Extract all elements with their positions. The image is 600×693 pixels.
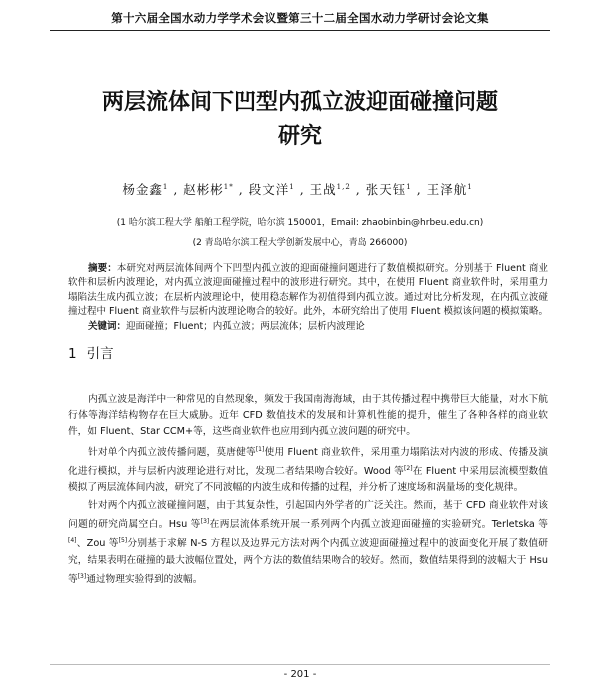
keywords-line xyxy=(68,320,548,334)
text-run: 在两层流体系统开展一系列两个内孤立波迎面碰撞的实验研究。Terletska 等 xyxy=(209,519,548,531)
abstract-text: 本研究对两层流体间两个下凹型内孤立波的迎面碰撞问题进行了数值模拟研究。分别基于 Fluent 商业软件和层析内波理论，对内孤立波迎面碰撞过程中的波形进行研究。其中，在使用 Fluent 商业软件时，采用重力塌陷法生成内孤立波；在层析内波理论中，使用稳态解作为初值得到内孤立波。通过对比分析发现，在内孤立波碰撞过程中 Fluent 商业软件与层析内波理论吻合的较好。此外，本研究给出了使用 Fluent 模拟该问题的模拟策略。 xyxy=(68,263,549,318)
text-run: 在 Fluent 中采用层流模型数值模拟了两层流体间内波，研究了不同波幅的内波生成和传播的过程，并分析了速度场和涡量场的变化规律。 xyxy=(68,466,548,494)
author-affil-mark: 1 xyxy=(289,182,295,191)
author-name: 杨金鑫 xyxy=(122,182,163,197)
section-number: 1 xyxy=(68,346,77,362)
citation-ref: [2] xyxy=(404,465,413,473)
section-title: 引言 xyxy=(86,346,114,362)
author-affil-mark: 1 xyxy=(162,182,169,191)
author-affil-mark: 1 xyxy=(467,182,473,191)
affiliation-2: (2 青岛哈尔滨工程大学创新发展中心，青岛 266000) xyxy=(192,238,408,248)
affiliation-1: (1 哈尔滨工程大学 船舶工程学院，哈尔滨 150001，Email: zhaobinbin@hrbeu.edu.cn) xyxy=(116,218,484,228)
citation-ref: [3] xyxy=(77,572,87,580)
text-run: 、Zou 等 xyxy=(76,538,119,550)
section-heading xyxy=(68,342,124,362)
author-name: 张天钰 xyxy=(365,182,407,197)
paper-title xyxy=(40,86,560,154)
citation-ref: [1] xyxy=(255,445,265,453)
author-name: 王战 xyxy=(309,182,337,197)
title-line-1: 两层流体间下凹型内孤立波迎面碰撞问题 xyxy=(101,90,498,115)
author-name: 赵彬彬 xyxy=(183,182,224,197)
author-affil-mark: 1 xyxy=(406,182,412,191)
abstract-label: 摘要： xyxy=(88,263,117,274)
keywords-label: 关键词： xyxy=(88,320,127,332)
running-header: 第十六届全国水动力学学术会议暨第三十二届全国水动力学研讨会论文集 xyxy=(111,11,489,25)
text-run: 使用 Fluent 商业软件，采用重力塌陷法对内波的形成、传播及演化进行模拟，并与层析内波理论进行对比，发现二者结果吻合较好。Wood 等 xyxy=(68,446,548,478)
page-number: - 201 - xyxy=(283,669,317,680)
citation-ref: [5] xyxy=(118,537,128,545)
abstract-block xyxy=(68,262,548,334)
body-paragraph-1: 内孤立波是海洋中一种常见的自然现象，频发于我国南海海域，由于其传播过程中携带巨大能量，对水下航行体等海洋结构物存在巨大威胁。近年 CFD 数值技术的发展和计算机性能的提升，催生了各种各样的商业软件，如 Fluent、Star CCM+等，这些商业软件也应用到内孤立波问题的研究中。 xyxy=(68,394,548,438)
body-text xyxy=(68,392,548,589)
author-affil-mark: 1,2 xyxy=(336,182,351,191)
footer-rule xyxy=(50,664,550,665)
text-run: 分别基于求解 N-S 方程以及边界元方法对两个内孤立波迎面碰撞过程中的波面变化开展了数值研究，结果表明在碰撞的最大波幅位置处，两个方法的数值结果吻合的较好。然而，数值结果得到的波幅大于 Hsu 等 xyxy=(68,538,548,586)
author-list: 杨金鑫$^1$ , 赵彬彬$^{1*}$ , 段文洋$^1$ , 王战$^{1,2}$ , 张天钰$^1$ , 王泽航$^1$ xyxy=(122,182,473,197)
text-run: 通过物理实验得到的波幅。 xyxy=(86,574,203,586)
header-rule xyxy=(50,30,550,31)
text-run: 针对单个内孤立波传播问题，莫唐健等 xyxy=(88,446,256,458)
title-line-2: 研究 xyxy=(277,124,322,149)
abstract-paragraph xyxy=(68,262,548,320)
author-name: 王泽航 xyxy=(426,182,468,197)
keywords-text: 迎面碰撞；Fluent；内孤立波；两层流体；层析内波理论 xyxy=(126,320,365,332)
body-paragraph-2 xyxy=(68,442,548,497)
citation-ref: [3] xyxy=(200,517,210,525)
author-name: 段文洋 xyxy=(248,182,290,197)
author-affil-mark: 1* xyxy=(223,182,234,191)
body-paragraph-3 xyxy=(68,498,548,589)
citation-ref: [4] xyxy=(68,537,77,545)
text-run: 针对两个内孤立波碰撞问题，由于其复杂性，引起国内外学者的广泛关注。然而，基于 CFD 商业软件对该问题的研究尚属空白。Hsu 等 xyxy=(68,499,548,531)
